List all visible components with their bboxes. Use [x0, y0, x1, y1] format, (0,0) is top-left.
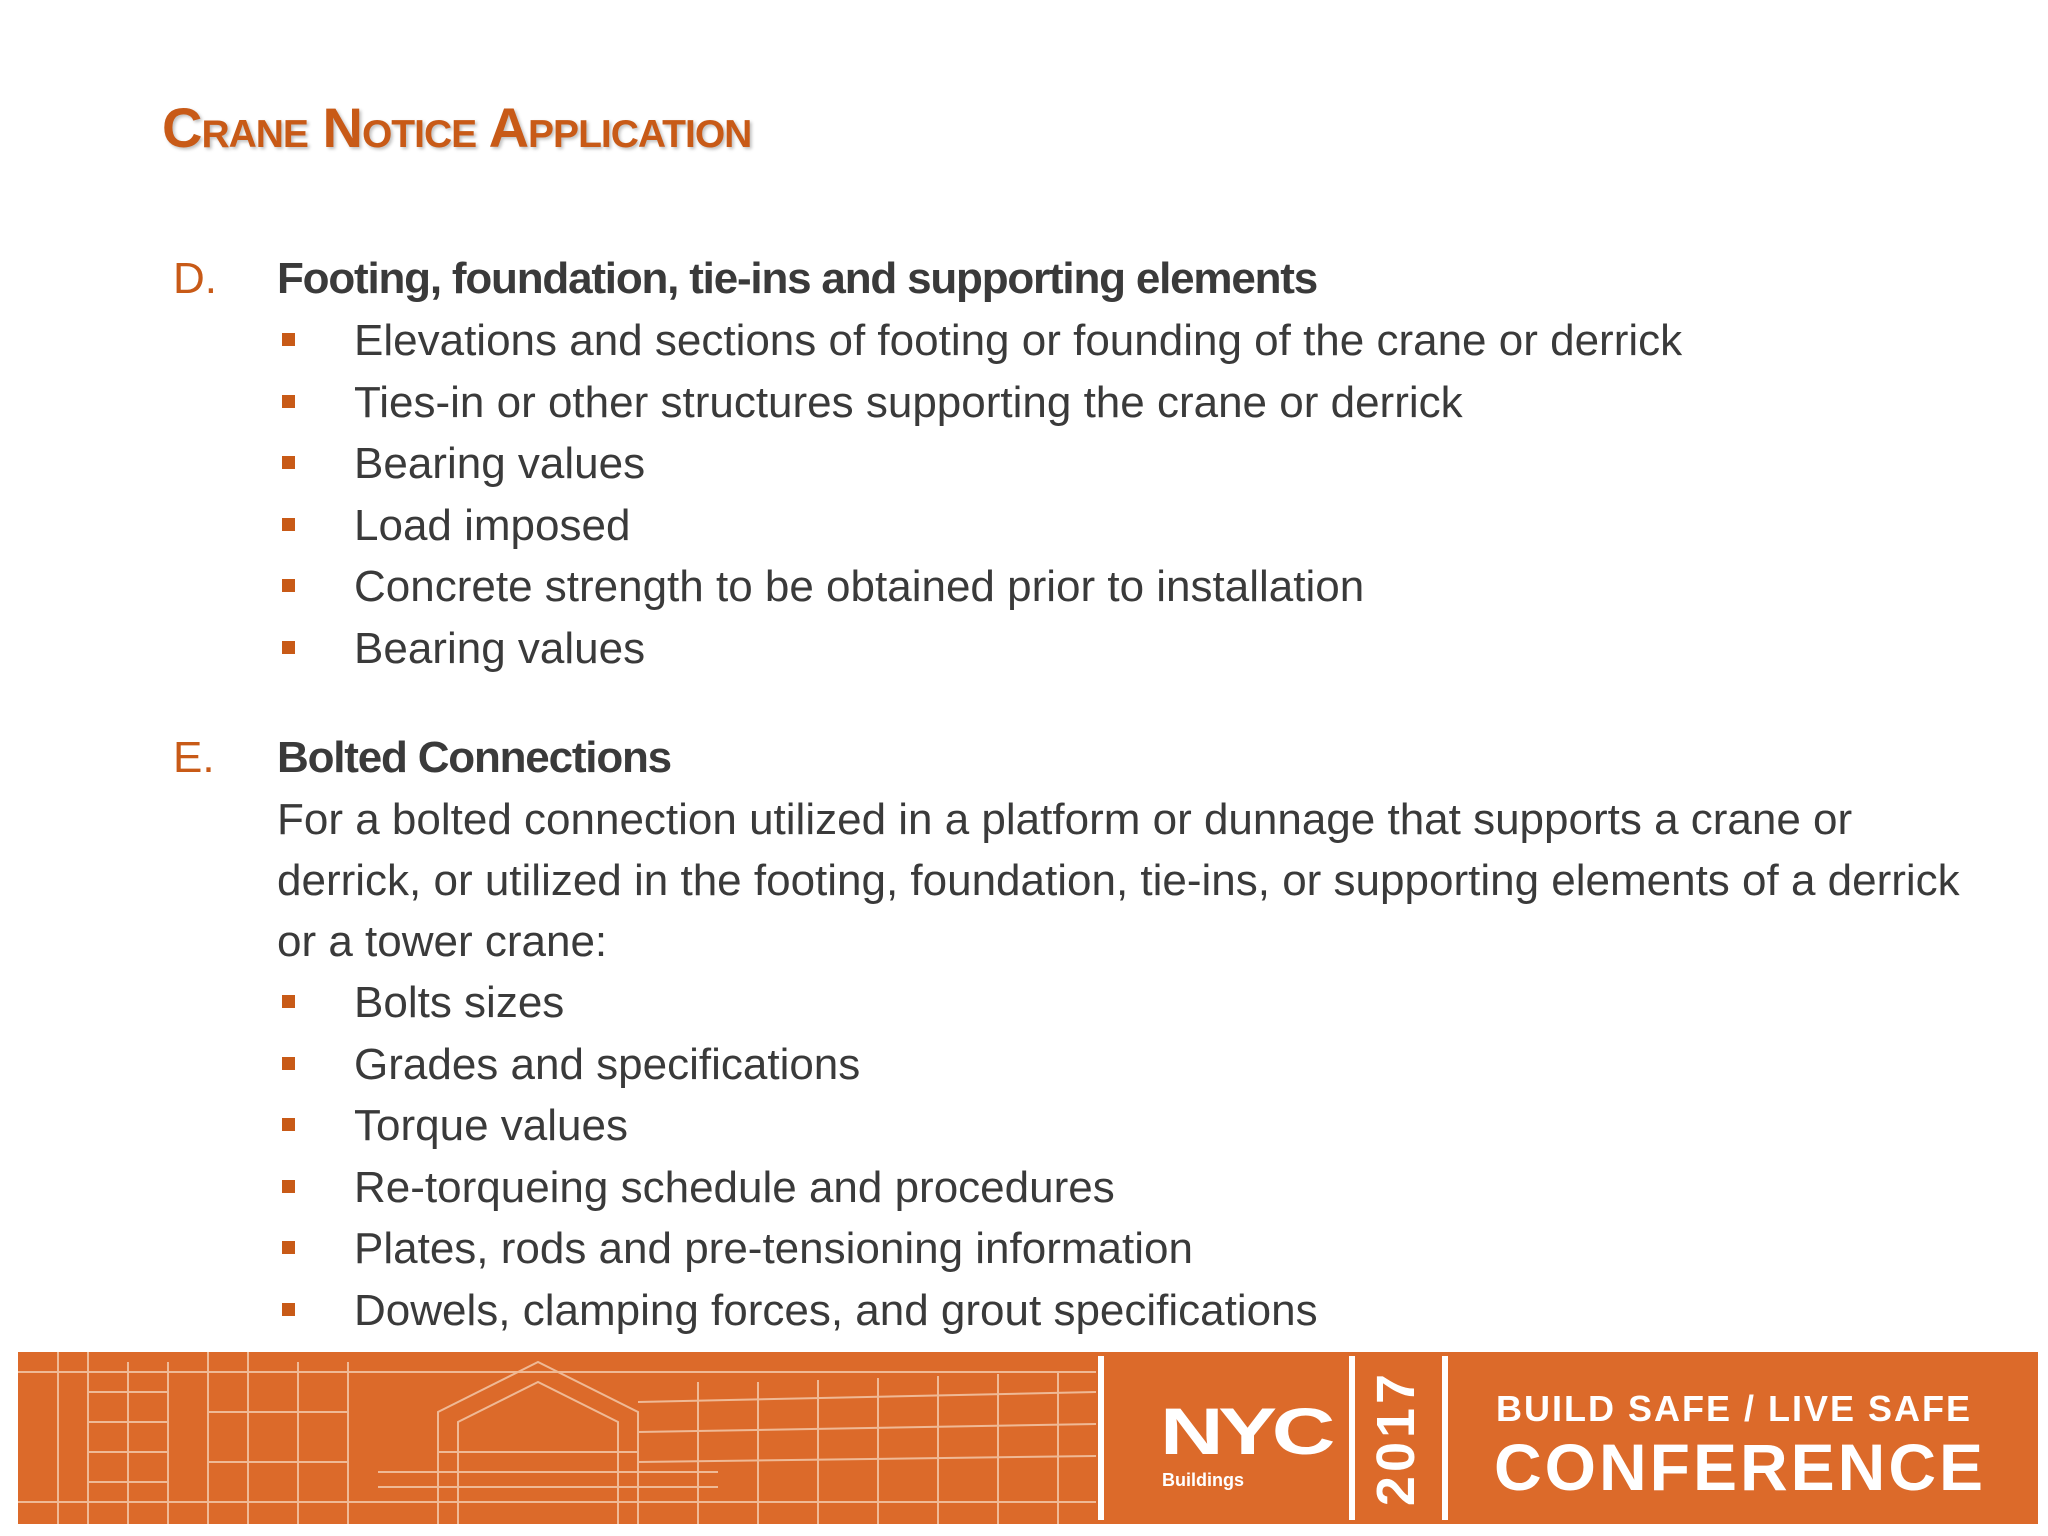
- bullet-item: [0, 310, 2048, 372]
- banner-divider: [1349, 1356, 1355, 1520]
- section-e-title: Bolted Connections: [277, 733, 671, 782]
- square-bullet-icon: [282, 1303, 295, 1316]
- bullet-text: Bearing values: [354, 623, 646, 673]
- conference-tagline: BUILD SAFE / LIVE SAFE: [1496, 1388, 1973, 1429]
- bullet-text: Load imposed: [354, 500, 631, 550]
- conference-year: [1356, 1356, 1436, 1520]
- conference-year-text: 2017: [1366, 1369, 1426, 1507]
- section-d-title: Footing, foundation, tie-ins and supporting elements: [277, 254, 1317, 303]
- section-e-bullet-list: [0, 972, 2048, 1341]
- square-bullet-icon: [282, 1180, 295, 1193]
- bullet-item: [0, 1095, 2048, 1157]
- bullet-item: [0, 372, 2048, 434]
- bullet-item: [0, 618, 2048, 680]
- square-bullet-icon: [282, 641, 295, 654]
- bullet-item: [0, 1280, 2048, 1342]
- nyc-logo-caption: Buildings: [1162, 1470, 1244, 1490]
- bullet-item: [0, 495, 2048, 557]
- banner-divider: [1098, 1356, 1104, 1520]
- square-bullet-icon: [282, 995, 295, 1008]
- square-bullet-icon: [282, 333, 295, 346]
- square-bullet-icon: [282, 456, 295, 469]
- section-d-letter: D.: [173, 254, 217, 303]
- section-e-letter: E.: [173, 733, 215, 782]
- bullet-text: Bearing values: [354, 439, 646, 488]
- square-bullet-icon: [282, 579, 295, 592]
- building-sketch-illustration: [18, 1352, 1096, 1524]
- section-e-header: [0, 727, 2048, 789]
- nyc-logo-mark: [1160, 1398, 1335, 1464]
- bullet-item: [0, 972, 2048, 1034]
- section-d-header: [0, 248, 2048, 310]
- banner-divider: [1442, 1356, 1448, 1520]
- bullet-text: Bolts sizes: [354, 978, 565, 1027]
- svg-text:NYC: NYC: [1160, 1398, 1334, 1464]
- bullet-item: [0, 1034, 2048, 1096]
- bullet-text: Plates, rods and pre-tensioning information: [354, 1224, 1193, 1273]
- square-bullet-icon: [282, 1118, 295, 1131]
- square-bullet-icon: [282, 1241, 295, 1254]
- slide-title: Crane Notice Application: [162, 96, 752, 159]
- section-d: [0, 248, 2048, 679]
- bullet-text: Elevations and sections of footing or founding of the crane or derrick: [354, 316, 1683, 365]
- bullet-item: [0, 1157, 2048, 1219]
- section-d-bullet-list: [0, 310, 2048, 679]
- square-bullet-icon: [282, 518, 295, 531]
- bullet-text: Ties-in or other structures supporting the crane or derrick: [354, 377, 1463, 427]
- bullet-text: Re-torqueing schedule and procedures: [354, 1162, 1115, 1212]
- section-e: [0, 727, 2048, 1341]
- bullet-text: Torque values: [354, 1101, 628, 1150]
- conference-name: CONFERENCE: [1494, 1430, 1987, 1504]
- bullet-text: Concrete strength to be obtained prior to installation: [354, 562, 1365, 611]
- section-e-paragraph: For a bolted connection utilized in a platform or dunnage that supports a crane or derrick, or utilized in the footing, foundation, tie-ins, or supporting elements of a derrick or a tower crane:: [277, 795, 1960, 966]
- bullet-text: Grades and specifications: [354, 1039, 861, 1089]
- conference-banner: [18, 1352, 2038, 1524]
- square-bullet-icon: [282, 395, 295, 408]
- bullet-item: [0, 1218, 2048, 1280]
- bullet-item: [0, 433, 2048, 495]
- bullet-text: Dowels, clamping forces, and grout specifications: [354, 1285, 1318, 1335]
- nyc-buildings-logo: [1106, 1356, 1346, 1520]
- bullet-item: [0, 556, 2048, 618]
- square-bullet-icon: [282, 1057, 295, 1070]
